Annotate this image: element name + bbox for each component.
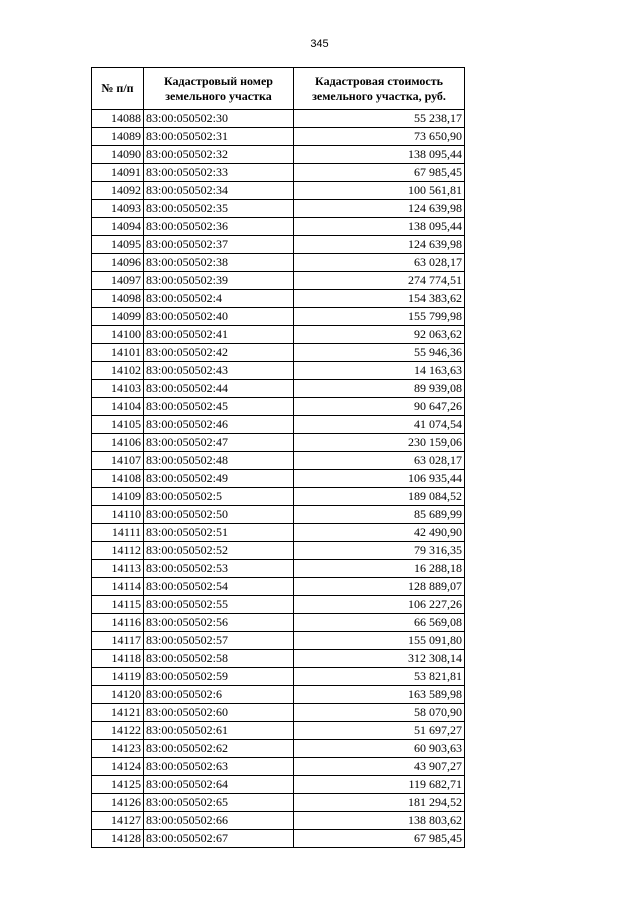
- row-index: 14116: [92, 614, 144, 632]
- row-index: 14127: [92, 812, 144, 830]
- cadastral-number: 83:00:050502:31: [144, 128, 294, 146]
- table-row: [92, 596, 465, 614]
- cadastral-number: 83:00:050502:37: [144, 236, 294, 254]
- cadastral-value: 43 907,27: [294, 758, 465, 776]
- cadastral-number: 83:00:050502:33: [144, 164, 294, 182]
- row-index: 14106: [92, 434, 144, 452]
- table-row: [92, 524, 465, 542]
- cadastral-value: 55 946,36: [294, 344, 465, 362]
- row-index: 14121: [92, 704, 144, 722]
- table-row: [92, 362, 465, 380]
- table-row: [92, 542, 465, 560]
- cadastral-number: 83:00:050502:34: [144, 182, 294, 200]
- cadastral-number: 83:00:050502:60: [144, 704, 294, 722]
- cadastral-value: 67 985,45: [294, 830, 465, 848]
- table-row: [92, 488, 465, 506]
- cadastral-number: 83:00:050502:48: [144, 452, 294, 470]
- table-row: [92, 398, 465, 416]
- row-index: 14107: [92, 452, 144, 470]
- row-index: 14118: [92, 650, 144, 668]
- row-index: 14088: [92, 110, 144, 128]
- row-index: 14124: [92, 758, 144, 776]
- table-row: [92, 776, 465, 794]
- cadastral-number: 83:00:050502:56: [144, 614, 294, 632]
- cadastral-value: 119 682,71: [294, 776, 465, 794]
- cadastral-number: 83:00:050502:65: [144, 794, 294, 812]
- row-index: 14089: [92, 128, 144, 146]
- row-index: 14114: [92, 578, 144, 596]
- cadastral-value: 128 889,07: [294, 578, 465, 596]
- page-number: 345: [310, 38, 329, 50]
- table-row: [92, 236, 465, 254]
- table-header: [92, 68, 465, 110]
- table-row: [92, 470, 465, 488]
- table-row: [92, 632, 465, 650]
- table-row: [92, 614, 465, 632]
- cadastral-number: 83:00:050502:49: [144, 470, 294, 488]
- cadastral-value: 90 647,26: [294, 398, 465, 416]
- row-index: 14120: [92, 686, 144, 704]
- table-row: [92, 326, 465, 344]
- row-index: 14095: [92, 236, 144, 254]
- header-index: № п/п: [92, 68, 144, 110]
- cadastral-value: 53 821,81: [294, 668, 465, 686]
- cadastral-value: 155 799,98: [294, 308, 465, 326]
- cadastral-value: 106 935,44: [294, 470, 465, 488]
- row-index: 14091: [92, 164, 144, 182]
- row-index: 14122: [92, 722, 144, 740]
- cadastral-value: 230 159,06: [294, 434, 465, 452]
- cadastral-table: [91, 67, 465, 848]
- table-row: [92, 686, 465, 704]
- cadastral-number: 83:00:050502:64: [144, 776, 294, 794]
- table-row: [92, 704, 465, 722]
- cadastral-number: 83:00:050502:43: [144, 362, 294, 380]
- cadastral-number: 83:00:050502:42: [144, 344, 294, 362]
- row-index: 14123: [92, 740, 144, 758]
- cadastral-number: 83:00:050502:46: [144, 416, 294, 434]
- cadastral-value: 41 074,54: [294, 416, 465, 434]
- row-index: 14098: [92, 290, 144, 308]
- table-row: [92, 578, 465, 596]
- table-row: [92, 560, 465, 578]
- cadastral-value: 63 028,17: [294, 254, 465, 272]
- row-index: 14097: [92, 272, 144, 290]
- row-index: 14093: [92, 200, 144, 218]
- cadastral-value: 55 238,17: [294, 110, 465, 128]
- table-row: [92, 146, 465, 164]
- row-index: 14110: [92, 506, 144, 524]
- cadastral-number: 83:00:050502:39: [144, 272, 294, 290]
- table-row: [92, 308, 465, 326]
- row-index: 14100: [92, 326, 144, 344]
- cadastral-number: 83:00:050502:32: [144, 146, 294, 164]
- cadastral-number: 83:00:050502:47: [144, 434, 294, 452]
- cadastral-number: 83:00:050502:67: [144, 830, 294, 848]
- cadastral-number: 83:00:050502:35: [144, 200, 294, 218]
- row-index: 14112: [92, 542, 144, 560]
- cadastral-value: 124 639,98: [294, 236, 465, 254]
- table-row: [92, 740, 465, 758]
- cadastral-value: 63 028,17: [294, 452, 465, 470]
- cadastral-value: 154 383,62: [294, 290, 465, 308]
- table-row: [92, 200, 465, 218]
- table-row: [92, 668, 465, 686]
- cadastral-number: 83:00:050502:58: [144, 650, 294, 668]
- cadastral-number: 83:00:050502:63: [144, 758, 294, 776]
- cadastral-value: 42 490,90: [294, 524, 465, 542]
- cadastral-number: 83:00:050502:50: [144, 506, 294, 524]
- cadastral-value: 189 084,52: [294, 488, 465, 506]
- row-index: 14125: [92, 776, 144, 794]
- cadastral-number: 83:00:050502:41: [144, 326, 294, 344]
- cadastral-number: 83:00:050502:66: [144, 812, 294, 830]
- table-row: [92, 416, 465, 434]
- cadastral-number: 83:00:050502:45: [144, 398, 294, 416]
- table-row: [92, 380, 465, 398]
- cadastral-number: 83:00:050502:30: [144, 110, 294, 128]
- table-row: [92, 218, 465, 236]
- table-row: [92, 344, 465, 362]
- cadastral-value: 85 689,99: [294, 506, 465, 524]
- row-index: 14128: [92, 830, 144, 848]
- cadastral-value: 58 070,90: [294, 704, 465, 722]
- cadastral-value: 100 561,81: [294, 182, 465, 200]
- cadastral-value: 67 985,45: [294, 164, 465, 182]
- cadastral-value: 60 903,63: [294, 740, 465, 758]
- cadastral-number: 83:00:050502:36: [144, 218, 294, 236]
- row-index: 14090: [92, 146, 144, 164]
- table-row: [92, 182, 465, 200]
- cadastral-value: 312 308,14: [294, 650, 465, 668]
- row-index: 14113: [92, 560, 144, 578]
- row-index: 14099: [92, 308, 144, 326]
- cadastral-number: 83:00:050502:59: [144, 668, 294, 686]
- header-cadastral-value: Кадастровая стоимость земельного участка, руб.: [294, 68, 465, 110]
- row-index: 14109: [92, 488, 144, 506]
- cadastral-value: 89 939,08: [294, 380, 465, 398]
- row-index: 14102: [92, 362, 144, 380]
- table-body: [92, 110, 465, 848]
- cadastral-value: 155 091,80: [294, 632, 465, 650]
- row-index: 14101: [92, 344, 144, 362]
- cadastral-value: 181 294,52: [294, 794, 465, 812]
- cadastral-value: 106 227,26: [294, 596, 465, 614]
- table-row: [92, 794, 465, 812]
- table-row: [92, 128, 465, 146]
- cadastral-value: 163 589,98: [294, 686, 465, 704]
- table-row: [92, 434, 465, 452]
- cadastral-number: 83:00:050502:54: [144, 578, 294, 596]
- cadastral-number: 83:00:050502:6: [144, 686, 294, 704]
- row-index: 14117: [92, 632, 144, 650]
- row-index: 14103: [92, 380, 144, 398]
- cadastral-number: 83:00:050502:38: [144, 254, 294, 272]
- cadastral-value: 92 063,62: [294, 326, 465, 344]
- table-row: [92, 452, 465, 470]
- cadastral-number: 83:00:050502:4: [144, 290, 294, 308]
- table-row: [92, 506, 465, 524]
- cadastral-number: 83:00:050502:51: [144, 524, 294, 542]
- cadastral-number: 83:00:050502:53: [144, 560, 294, 578]
- cadastral-number: 83:00:050502:57: [144, 632, 294, 650]
- table-row: [92, 650, 465, 668]
- table-row: [92, 254, 465, 272]
- row-index: 14092: [92, 182, 144, 200]
- cadastral-value: 138 095,44: [294, 146, 465, 164]
- header-row: [92, 68, 465, 110]
- table-row: [92, 758, 465, 776]
- table-row: [92, 812, 465, 830]
- row-index: 14108: [92, 470, 144, 488]
- cadastral-value: 138 803,62: [294, 812, 465, 830]
- row-index: 14115: [92, 596, 144, 614]
- cadastral-number: 83:00:050502:44: [144, 380, 294, 398]
- row-index: 14104: [92, 398, 144, 416]
- cadastral-number: 83:00:050502:5: [144, 488, 294, 506]
- row-index: 14105: [92, 416, 144, 434]
- row-index: 14119: [92, 668, 144, 686]
- header-cadastral-number: Кадастровый номер земельного участка: [144, 68, 294, 110]
- row-index: 14126: [92, 794, 144, 812]
- cadastral-number: 83:00:050502:61: [144, 722, 294, 740]
- table-row: [92, 110, 465, 128]
- cadastral-value: 124 639,98: [294, 200, 465, 218]
- table-row: [92, 164, 465, 182]
- table-row: [92, 722, 465, 740]
- row-index: 14094: [92, 218, 144, 236]
- row-index: 14096: [92, 254, 144, 272]
- cadastral-value: 79 316,35: [294, 542, 465, 560]
- cadastral-number: 83:00:050502:55: [144, 596, 294, 614]
- cadastral-value: 73 650,90: [294, 128, 465, 146]
- cadastral-value: 16 288,18: [294, 560, 465, 578]
- cadastral-number: 83:00:050502:62: [144, 740, 294, 758]
- table-row: [92, 830, 465, 848]
- table-row: [92, 290, 465, 308]
- row-index: 14111: [92, 524, 144, 542]
- cadastral-value: 138 095,44: [294, 218, 465, 236]
- cadastral-value: 274 774,51: [294, 272, 465, 290]
- cadastral-number: 83:00:050502:52: [144, 542, 294, 560]
- cadastral-value: 51 697,27: [294, 722, 465, 740]
- cadastral-value: 14 163,63: [294, 362, 465, 380]
- cadastral-value: 66 569,08: [294, 614, 465, 632]
- table-row: [92, 272, 465, 290]
- cadastral-number: 83:00:050502:40: [144, 308, 294, 326]
